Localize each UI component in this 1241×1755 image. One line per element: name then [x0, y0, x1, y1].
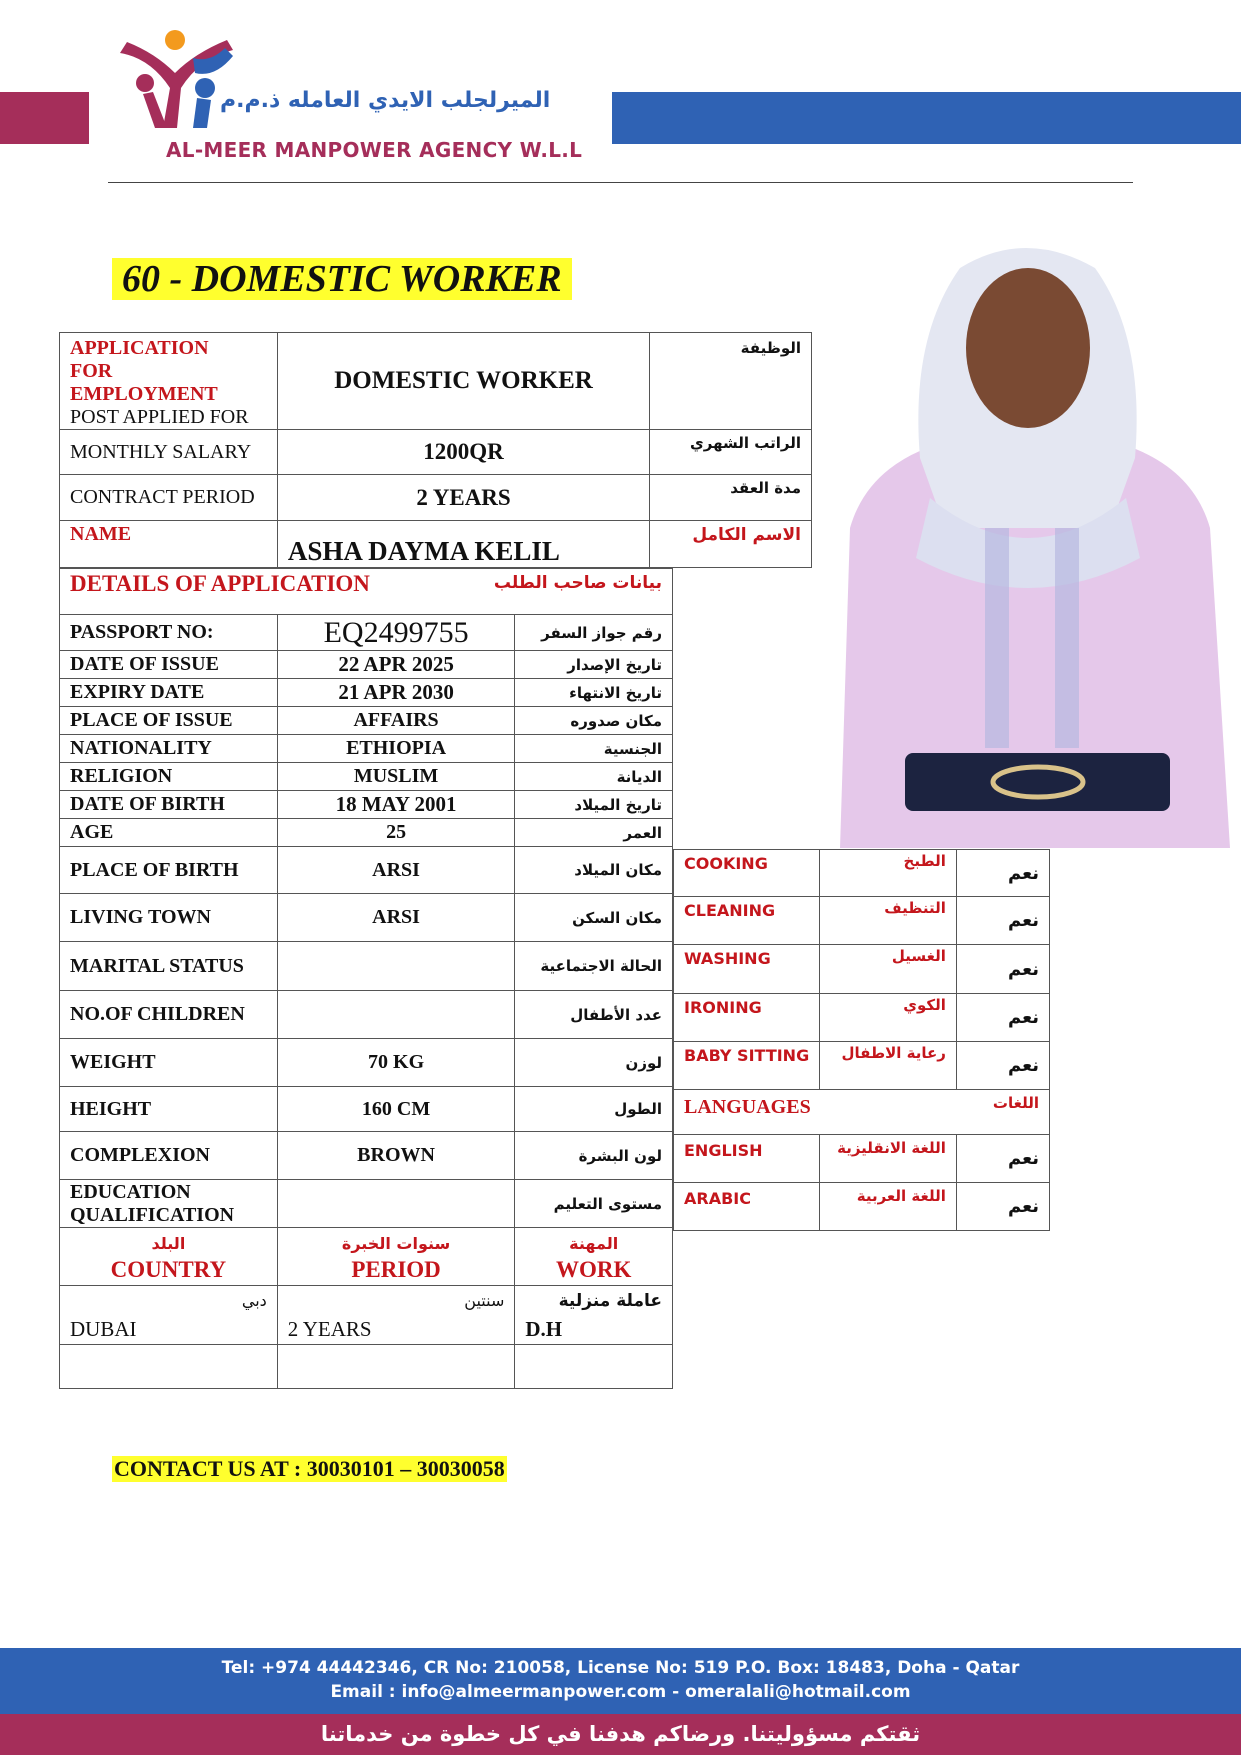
religion-label-ar: الديانة — [515, 763, 673, 791]
header-divider — [108, 182, 1133, 183]
languages-title: LANGUAGES — [684, 1096, 811, 1118]
language-english-yes: نعم — [956, 1135, 1049, 1183]
details-row — [60, 1039, 673, 1087]
skill-cleaning-ar: التنظيف — [820, 897, 957, 945]
name-label: NAME — [60, 521, 278, 568]
languages-title-ar: اللغات — [992, 1094, 1039, 1112]
height-label-ar: الطول — [515, 1087, 673, 1132]
country-header: COUNTRY — [110, 1256, 227, 1282]
skill-baby-sitting-ar: رعاية الاطفال — [820, 1042, 957, 1090]
birth-date-value: 18 MAY 2001 — [277, 791, 515, 819]
details-row — [60, 847, 673, 894]
work-header: WORK — [555, 1256, 632, 1282]
details-title-ar: بيانات صاحب الطلب — [493, 573, 662, 593]
living-town-label-ar: مكان السكن — [515, 894, 673, 942]
application-table — [59, 332, 812, 568]
skill-row — [674, 994, 1050, 1042]
header-bar-left — [0, 92, 89, 144]
language-english: ENGLISH — [674, 1135, 820, 1183]
birth-place-label: PLACE OF BIRTH — [60, 847, 278, 894]
post-label-red-2: FOR — [70, 360, 113, 382]
expiry-date-label: EXPIRY DATE — [60, 679, 278, 707]
age-label-ar: العمر — [515, 819, 673, 847]
languages-header-row — [674, 1090, 1050, 1135]
experience-work: D.H — [525, 1317, 563, 1341]
issue-place-label-ar: مكان صدوره — [515, 707, 673, 735]
period-header: PERIOD — [351, 1256, 441, 1282]
experience-work-ar: عاملة منزلية — [558, 1291, 662, 1311]
weight-label: WEIGHT — [60, 1039, 278, 1087]
language-english-ar: اللغة الانقليزية — [820, 1135, 957, 1183]
skill-row — [674, 897, 1050, 945]
post-label: POST APPLIED FOR — [70, 406, 249, 428]
complexion-label-ar: لون البشرة — [515, 1132, 673, 1180]
post-label-ar: الوظيفة — [650, 333, 812, 430]
agency-name-arabic: الميرلجلب الايدي العامله ذ.م.م — [220, 88, 551, 113]
skill-cleaning: CLEANING — [674, 897, 820, 945]
details-row — [60, 735, 673, 763]
country-header-ar: البلد — [151, 1233, 186, 1253]
header-bar-right — [612, 92, 1241, 144]
skill-baby-sitting-yes: نعم — [956, 1042, 1049, 1090]
footer-info — [0, 1648, 1241, 1714]
skill-washing-yes: نعم — [956, 945, 1049, 994]
education-label: EDUCATION QUALIFICATION — [60, 1180, 278, 1228]
details-row — [60, 791, 673, 819]
marital-status-label: MARITAL STATUS — [60, 942, 278, 991]
work-header-ar: المهنة — [569, 1233, 619, 1253]
experience-country: DUBAI — [70, 1317, 137, 1341]
skill-washing-ar: الغسيل — [820, 945, 957, 994]
contract-label: CONTRACT PERIOD — [60, 475, 278, 521]
contract-row — [60, 475, 812, 521]
agency-name-english: AL-MEER MANPOWER AGENCY W.L.L — [166, 138, 583, 162]
passport-label: PASSPORT NO: — [60, 615, 278, 651]
details-row — [60, 615, 673, 651]
children-label-ar: عدد الأطفال — [515, 991, 673, 1039]
education-value — [277, 1180, 515, 1228]
language-arabic: ARABIC — [674, 1183, 820, 1231]
experience-period: 2 YEARS — [287, 1317, 372, 1341]
nationality-label: NATIONALITY — [60, 735, 278, 763]
applicant-photo — [810, 198, 1241, 848]
children-label: NO.OF CHILDREN — [60, 991, 278, 1039]
salary-row — [60, 430, 812, 475]
marital-status-label-ar: الحالة الاجتماعية — [515, 942, 673, 991]
birth-place-label-ar: مكان الميلاد — [515, 847, 673, 894]
experience-period-ar: سنتين — [464, 1291, 505, 1310]
details-row — [60, 707, 673, 735]
salary-value: 1200QR — [277, 430, 649, 475]
birth-place-value: ARSI — [277, 847, 515, 894]
details-table — [59, 568, 673, 1389]
expiry-date-label-ar: تاريخ الانتهاء — [515, 679, 673, 707]
skill-cleaning-yes: نعم — [956, 897, 1049, 945]
footer-slogan: ثقتكم مسؤوليتنا. ورضاكم هدفنا في كل خطوة من خدماتنا — [0, 1714, 1241, 1755]
language-row — [674, 1183, 1050, 1231]
experience-row-empty — [60, 1345, 673, 1389]
weight-value: 70 KG — [277, 1039, 515, 1087]
page-title: 60 - DOMESTIC WORKER — [112, 258, 572, 300]
skill-cooking-ar: الطبخ — [820, 850, 957, 897]
contract-value: 2 YEARS — [277, 475, 649, 521]
details-row — [60, 1087, 673, 1132]
issue-date-label-ar: تاريخ الإصدار — [515, 651, 673, 679]
living-town-value: ARSI — [277, 894, 515, 942]
experience-row — [60, 1286, 673, 1345]
details-row — [60, 819, 673, 847]
marital-status-value — [277, 942, 515, 991]
skill-row — [674, 1042, 1050, 1090]
footer-line-1: Tel: +974 44442346, CR No: 210058, License No: 519 P.O. Box: 18483, Doha - Qatar — [221, 1658, 1020, 1678]
name-row — [60, 521, 812, 568]
nationality-value: ETHIOPIA — [277, 735, 515, 763]
passport-value: EQ2499755 — [277, 615, 515, 651]
living-town-label: LIVING TOWN — [60, 894, 278, 942]
contract-label-ar: مدة العقد — [650, 475, 812, 521]
religion-label: RELIGION — [60, 763, 278, 791]
contact-line: CONTACT US AT : 30030101 – 30030058 — [114, 1456, 505, 1481]
post-value: DOMESTIC WORKER — [277, 333, 649, 430]
children-value — [277, 991, 515, 1039]
education-label-ar: مستوى التعليم — [515, 1180, 673, 1228]
details-row — [60, 763, 673, 791]
details-row — [60, 991, 673, 1039]
details-row — [60, 679, 673, 707]
religion-value: MUSLIM — [277, 763, 515, 791]
details-row — [60, 651, 673, 679]
experience-header-row — [60, 1228, 673, 1286]
experience-country-ar: دبي — [241, 1291, 267, 1310]
details-row — [60, 1180, 673, 1228]
period-header-ar: سنوات الخبرة — [341, 1233, 451, 1253]
skill-ironing: IRONING — [674, 994, 820, 1042]
salary-label-ar: الراتب الشهري — [650, 430, 812, 475]
salary-label: MONTHLY SALARY — [60, 430, 278, 475]
issue-date-label: DATE OF ISSUE — [60, 651, 278, 679]
skill-washing: WASHING — [674, 945, 820, 994]
age-label: AGE — [60, 819, 278, 847]
agency-logo-icon — [115, 28, 240, 138]
skill-row — [674, 945, 1050, 994]
issue-place-label: PLACE OF ISSUE — [60, 707, 278, 735]
issue-date-value: 22 APR 2025 — [277, 651, 515, 679]
skill-cooking-yes: نعم — [956, 850, 1049, 897]
details-row — [60, 942, 673, 991]
details-row — [60, 1132, 673, 1180]
name-label-ar: الاسم الكامل — [650, 521, 812, 568]
details-header-row — [60, 569, 673, 615]
skills-table — [673, 849, 1050, 1231]
language-arabic-yes: نعم — [956, 1183, 1049, 1231]
post-row — [60, 333, 812, 430]
complexion-label: COMPLEXION — [60, 1132, 278, 1180]
expiry-date-value: 21 APR 2030 — [277, 679, 515, 707]
details-title: DETAILS OF APPLICATION — [70, 571, 370, 596]
post-label-red-3: EMPLOYMENT — [70, 383, 218, 405]
weight-label-ar: لوزن — [515, 1039, 673, 1087]
birth-date-label: DATE OF BIRTH — [60, 791, 278, 819]
footer-line-2: Email : info@almeermanpower.com - omeralali@hotmail.com — [330, 1682, 911, 1702]
age-value: 25 — [277, 819, 515, 847]
skill-cooking: COOKING — [674, 850, 820, 897]
skill-baby-sitting: BABY SITTING — [674, 1042, 820, 1090]
passport-label-ar: رقم جواز السفر — [515, 615, 673, 651]
skill-ironing-ar: الكوي — [820, 994, 957, 1042]
language-row — [674, 1135, 1050, 1183]
skill-row — [674, 850, 1050, 897]
complexion-value: BROWN — [277, 1132, 515, 1180]
height-value: 160 CM — [277, 1087, 515, 1132]
height-label: HEIGHT — [60, 1087, 278, 1132]
issue-place-value: AFFAIRS — [277, 707, 515, 735]
nationality-label-ar: الجنسية — [515, 735, 673, 763]
skill-ironing-yes: نعم — [956, 994, 1049, 1042]
language-arabic-ar: اللغة العربية — [820, 1183, 957, 1231]
birth-date-label-ar: تاريخ الميلاد — [515, 791, 673, 819]
details-row — [60, 894, 673, 942]
post-label-red-1: APPLICATION — [70, 337, 209, 359]
name-value: ASHA DAYMA KELIL — [277, 521, 649, 568]
